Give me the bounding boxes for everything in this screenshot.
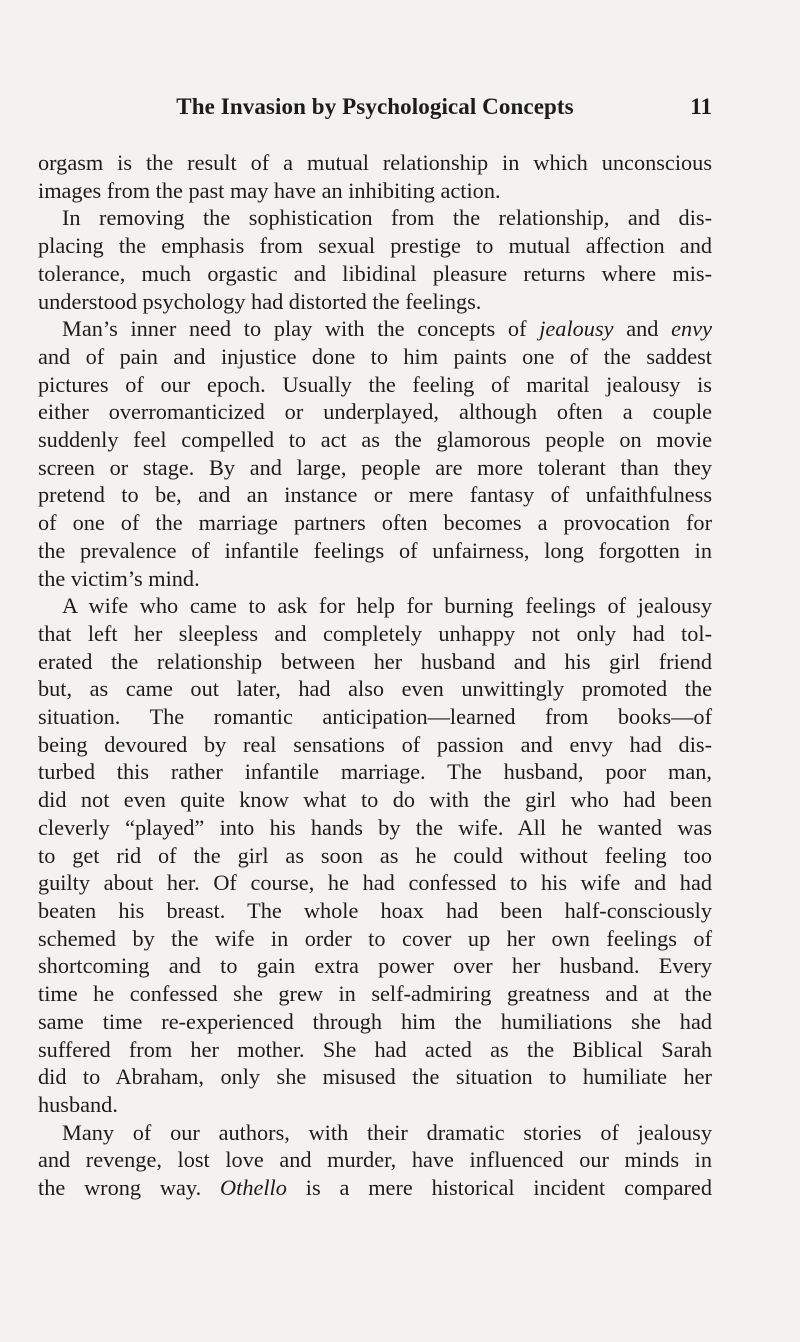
text-line: that left her sleepless and completely unhappy not only had tol- [38, 620, 712, 646]
paragraph [38, 1119, 712, 1202]
text-line: did to Abraham, only she misused the situation to humiliate her [38, 1064, 712, 1090]
text-line: cleverly “played” into his hands by the wife. All he wanted was [38, 814, 712, 840]
text-run: and [613, 316, 672, 342]
italic-term: envy [671, 316, 712, 342]
text-line: screen or stage. By and large, people are more tolerant than they [38, 454, 712, 480]
paragraph [38, 592, 712, 1118]
paragraph [38, 315, 712, 592]
text-line: of one of the marriage partners often becomes a provocation for [38, 510, 712, 536]
text-line: the prevalence of infantile feelings of unfairness, long forgotten in [38, 537, 712, 563]
text-line: guilty about her. Of course, he had confessed to his wife and had [38, 870, 712, 896]
text-line: time he confessed she grew in self-admiring greatness and at the [38, 981, 712, 1007]
text-line: same time re-experienced through him the humiliations she had [38, 1008, 712, 1034]
text-line [38, 315, 712, 343]
text-line: Many of our authors, with their dramatic stories of jealousy [62, 1119, 712, 1145]
text-line: being devoured by real sensations of passion and envy had dis- [38, 731, 712, 757]
text-line: turbed this rather infantile marriage. The husband, poor man, [38, 759, 712, 785]
text-line: situation. The romantic anticipation—learned from books—of [38, 704, 712, 730]
text-line: beaten his breast. The whole hoax had been half-consciously [38, 897, 712, 923]
text-line: the victim’s mind. [38, 565, 200, 591]
text-line: husband. [38, 1091, 118, 1117]
italic-title: Othello [220, 1175, 287, 1201]
text-line: but, as came out later, had also even unwittingly promoted the [38, 676, 712, 702]
text-line: and revenge, lost love and murder, have influenced our minds in [38, 1147, 712, 1173]
text-line: erated the relationship between her husband and his girl friend [38, 648, 712, 674]
text-run: is a mere historical incident compared [286, 1175, 712, 1201]
page-number: 11 [690, 94, 712, 119]
body-text [38, 149, 712, 1202]
text-run: the wrong way. [38, 1175, 221, 1201]
text-line: suddenly feel compelled to act as the glamorous people on movie [38, 427, 712, 453]
paragraph [38, 149, 712, 204]
text-run: Man’s inner need to play with the concepts of [62, 316, 540, 342]
running-head [38, 92, 712, 122]
text-line: images from the past may have an inhibiting action. [38, 177, 501, 203]
running-title: The Invasion by Psychological Concepts [176, 94, 574, 119]
italic-term: jealousy [539, 316, 614, 342]
text-line: shortcoming and to gain extra power over her husband. Every [38, 953, 712, 979]
text-line: pictures of our epoch. Usually the feeling of marital jealousy is [38, 371, 712, 397]
text-line: placing the emphasis from sexual prestige to mutual affection and [38, 233, 712, 259]
text-line: A wife who came to ask for help for burning feelings of jealousy [62, 593, 712, 619]
text-line: suffered from her mother. She had acted as the Biblical Sarah [38, 1036, 712, 1062]
text-line: either overromanticized or underplayed, although often a couple [38, 399, 712, 425]
text-line: tolerance, much orgastic and libidinal pleasure returns where mis- [38, 260, 712, 286]
text-line: and of pain and injustice done to him paints one of the saddest [38, 343, 712, 369]
text-line: orgasm is the result of a mutual relationship in which unconscious [38, 150, 712, 175]
text-line: to get rid of the girl as soon as he could without feeling too [38, 842, 712, 868]
text-line: pretend to be, and an instance or mere fantasy of unfaithfulness [38, 482, 712, 508]
text-line: did not even quite know what to do with the girl who had been [38, 787, 712, 813]
text-line: In removing the sophistication from the relationship, and dis- [62, 205, 712, 231]
text-line: schemed by the wife in order to cover up her own feelings of [38, 925, 712, 951]
text-line [38, 1174, 712, 1202]
paragraph [38, 204, 712, 315]
text-line: understood psychology had distorted the feelings. [38, 288, 482, 314]
